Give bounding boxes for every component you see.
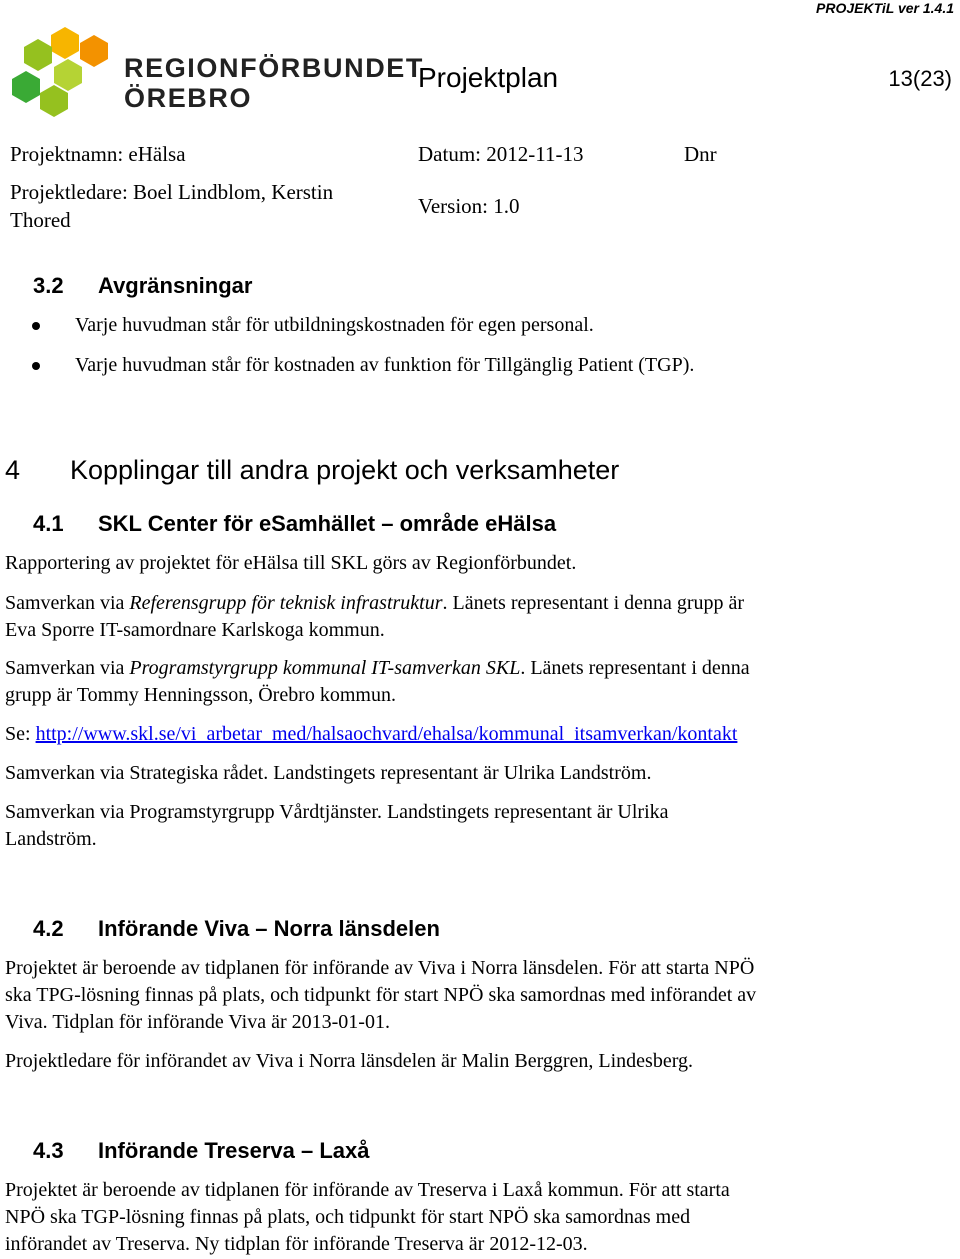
logo-hexagon xyxy=(54,59,82,91)
bullet-icon xyxy=(32,322,40,330)
org-name-line2: ÖREBRO xyxy=(124,83,253,113)
paragraph-continued: Landström. xyxy=(5,828,97,850)
bullet-icon xyxy=(32,362,40,370)
text-run: . Länets representant i denna grupp är xyxy=(442,592,745,614)
section-4-title: Kopplingar till andra projekt och verksamheter xyxy=(70,455,620,485)
paragraph: Samverkan via Programstyrgrupp Vårdtjänster. Landstingets representant är Ulrika xyxy=(5,801,669,823)
logo-hexagon xyxy=(12,71,40,103)
text-run: . Länets representant i denna xyxy=(520,657,750,679)
list-item: Varje huvudman står för kostnaden av funktion för Tillgänglig Patient (TGP). xyxy=(75,354,695,376)
regionforbundet-logo xyxy=(8,25,118,120)
section-4-1-number: 4.1 xyxy=(33,511,64,536)
reference-line xyxy=(5,721,737,748)
template-version: PROJEKTiL ver 1.4.1 xyxy=(816,0,954,16)
section-4-1-title: SKL Center för eSamhället – område eHälsa xyxy=(98,511,557,536)
group-name-emphasis: Referensgrupp för teknisk infrastruktur xyxy=(129,592,443,614)
skl-contact-link[interactable]: http://www.skl.se/vi_arbetar_med/halsaochvard/ehalsa/kommunal_itsamverkan/kontakt xyxy=(35,723,738,745)
org-name-line1: REGIONFÖRBUNDET xyxy=(124,53,424,83)
paragraph-continued: Eva Sporre IT-samordnare Karlskoga kommun. xyxy=(5,619,385,641)
project-lead: Projektledare: Boel Lindblom, Kerstin xyxy=(10,180,334,204)
logo-hexagon xyxy=(80,35,108,67)
section-4-2-title: Införande Viva – Norra länsdelen xyxy=(98,916,440,941)
paragraph-continued: ska TPG-lösning finnas på plats, och tidpunkt för start NPÖ ska samordnas med införandet av xyxy=(5,984,757,1006)
section-4-3-number: 4.3 xyxy=(33,1138,64,1163)
logo-hexagon xyxy=(51,27,79,59)
list-item: Varje huvudman står för utbildningskostnaden för egen personal. xyxy=(75,314,594,336)
paragraph-continued: införandet av Treserva. Ny tidplan för införande Treserva är 2012-12-03. xyxy=(5,1233,588,1255)
paragraph-continued: grupp är Tommy Henningsson, Örebro kommun. xyxy=(5,684,396,706)
section-4-number: 4 xyxy=(5,455,21,485)
document-date: Datum: 2012-11-13 xyxy=(418,142,584,166)
text-run: Samverkan via xyxy=(5,592,130,614)
document-title: Projektplan xyxy=(418,62,559,93)
paragraph: Samverkan via Strategiska rådet. Landstingets representant är Ulrika Landström. xyxy=(5,762,652,784)
section-4-2-number: 4.2 xyxy=(33,916,64,941)
paragraph xyxy=(5,590,744,617)
group-name-emphasis: Programstyrgrupp kommunal IT-samverkan SKL xyxy=(129,657,521,679)
text-run: Samverkan via xyxy=(5,657,130,679)
document-dnr: Dnr xyxy=(684,142,717,166)
logo-hexagon xyxy=(24,39,52,71)
paragraph: Projektledare för införandet av Viva i Norra länsdelen är Malin Berggren, Lindesberg. xyxy=(5,1050,694,1072)
paragraph: Rapportering av projektet för eHälsa till SKL görs av Regionförbundet. xyxy=(5,552,577,574)
paragraph xyxy=(5,655,750,682)
document-version: Version: 1.0 xyxy=(418,194,520,218)
paragraph: Projektet är beroende av tidplanen för införande av Treserva i Laxå kommun. För att starta xyxy=(5,1179,730,1201)
paragraph: Projektet är beroende av tidplanen för införande av Viva i Norra länsdelen. För att starta NPÖ xyxy=(5,957,755,979)
page-number: 13(23) xyxy=(888,66,952,91)
logo-hexagon xyxy=(40,85,68,117)
paragraph-continued: NPÖ ska TGP-lösning finnas på plats, och tidpunkt för start NPÖ ska samordnas med xyxy=(5,1206,691,1228)
section-4-3-title: Införande Treserva – Laxå xyxy=(98,1138,370,1163)
project-lead-continued: Thored xyxy=(10,208,71,232)
paragraph-continued: Viva. Tidplan för införande Viva är 2013-01-01. xyxy=(5,1011,390,1033)
section-3-2-title: Avgränsningar xyxy=(98,273,253,298)
project-name: Projektnamn: eHälsa xyxy=(10,142,186,166)
see-label: Se: xyxy=(5,723,36,745)
section-3-2-number: 3.2 xyxy=(33,273,64,298)
